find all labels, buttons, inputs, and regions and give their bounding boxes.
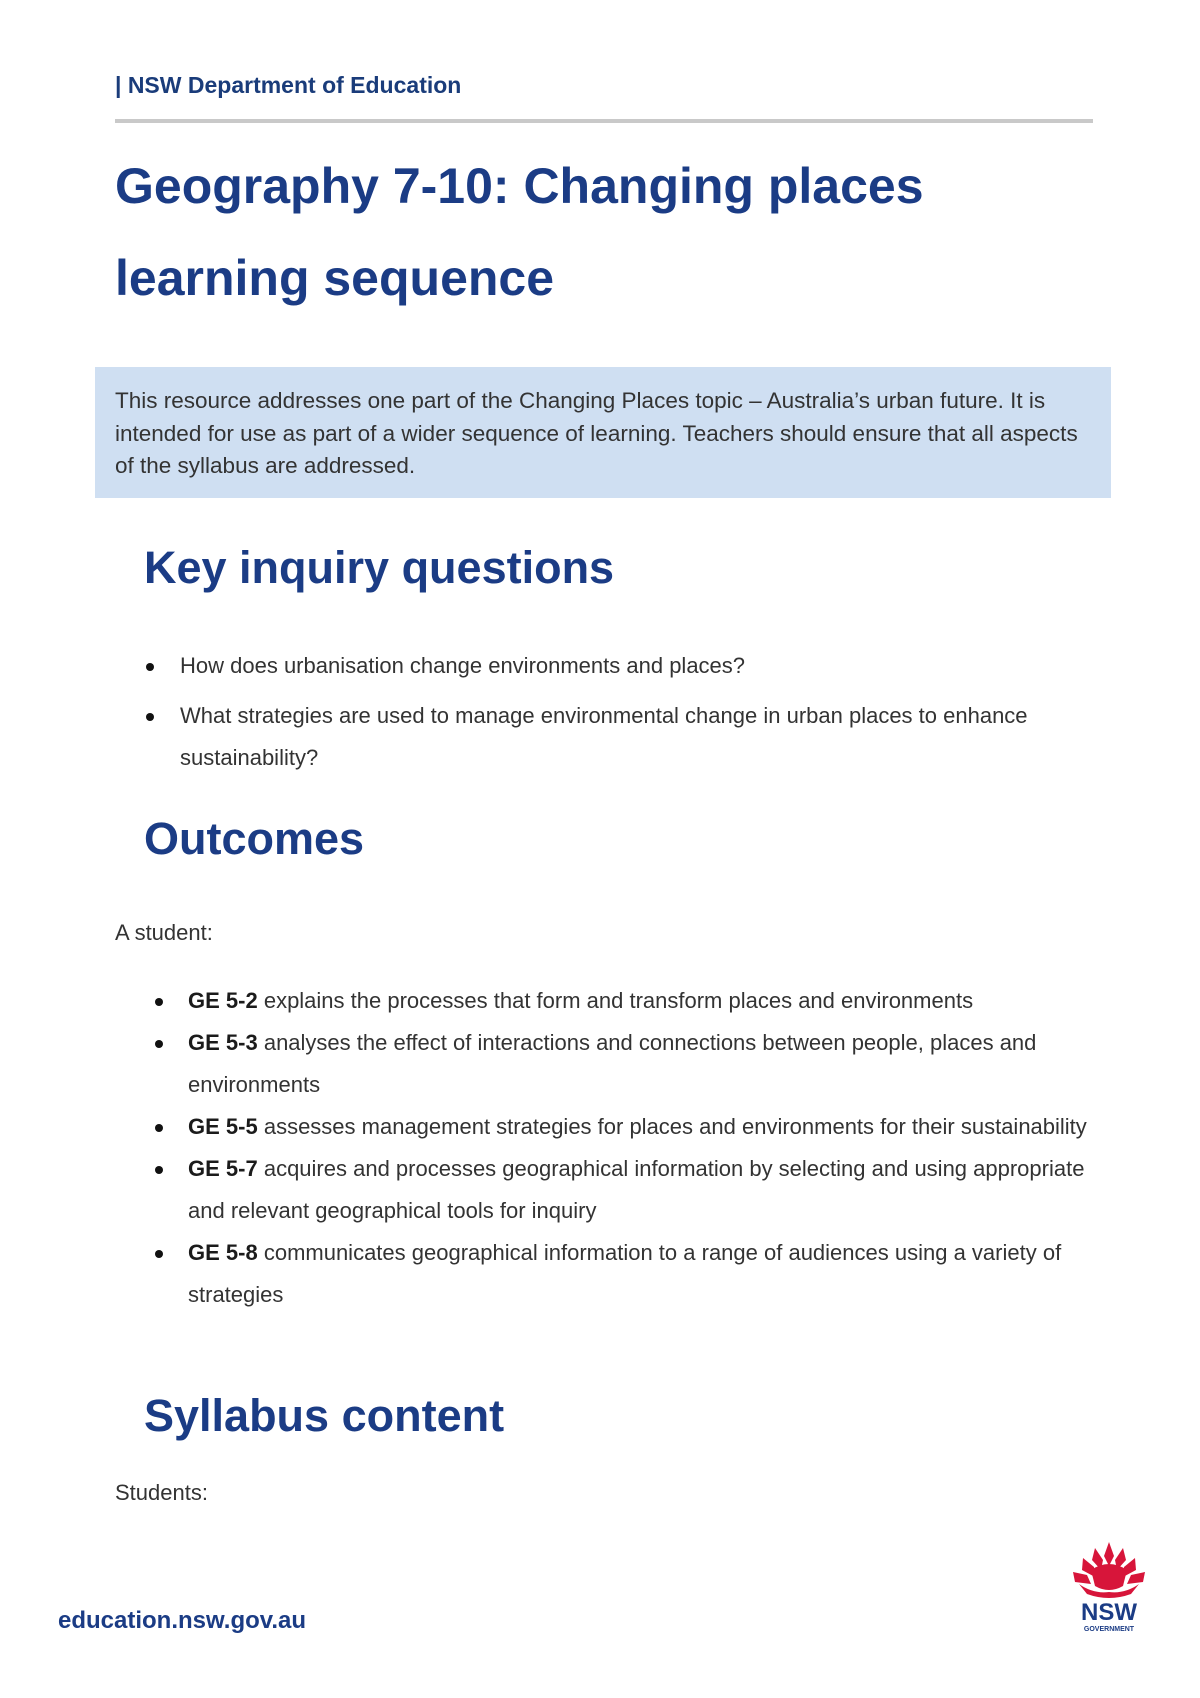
resource-callout [95, 367, 1111, 498]
logo-subtext: GOVERNMENT [1083, 1626, 1135, 1633]
outcome-text: explains the processes that form and transform places and environments [263, 988, 974, 1013]
list-item [180, 645, 1080, 687]
page-title [115, 140, 1115, 324]
inquiry-question: How does urbanisation change environments and places? [180, 653, 746, 678]
key-inquiry-list [180, 645, 1080, 787]
page-title-line-2: learning sequence [115, 250, 555, 306]
footer-url: education.nsw.gov.au [58, 1607, 307, 1634]
outcome-text: acquires and processes geographical information by selecting and using appropriate and relevant geographical tools for inquiry [188, 1156, 1085, 1223]
outcome-code: GE 5-5 [188, 1114, 258, 1139]
syllabus-intro: Students: [115, 1480, 208, 1505]
bullet-icon [155, 1250, 163, 1258]
header-divider [115, 119, 1093, 123]
nsw-government-logo [1065, 1540, 1153, 1636]
waratah-icon [1073, 1542, 1145, 1598]
outcomes-list [188, 980, 1088, 1316]
department-label: | NSW Department of Education [115, 72, 462, 98]
logo-wordmark: NSW [1081, 1599, 1137, 1626]
list-item [188, 1106, 1088, 1148]
outcome-code: GE 5-8 [188, 1240, 258, 1265]
outcome-code: GE 5-7 [188, 1156, 258, 1181]
bullet-icon [155, 1040, 163, 1048]
outcomes-heading: Outcomes [144, 813, 365, 864]
list-item [180, 695, 1080, 779]
page-title-line-1: Geography 7-10: Changing places [115, 158, 924, 214]
callout-text: This resource addresses one part of the Changing Places topic – Australia’s urban future. It is intended for use as part of a wider sequence of learning. Teachers should ensure that all aspects of the syllabus are addressed. [115, 388, 1078, 478]
outcome-code: GE 5-3 [188, 1030, 258, 1055]
list-item [188, 980, 1088, 1022]
list-item [188, 1022, 1088, 1106]
outcome-text: analyses the effect of interactions and connections between people, places and environments [188, 1030, 1037, 1097]
syllabus-heading: Syllabus content [144, 1390, 505, 1441]
outcome-text: assesses management strategies for places and environments for their sustainability [263, 1114, 1087, 1139]
bullet-icon [155, 1166, 163, 1174]
outcome-text: communicates geographical information to a range of audiences using a variety of strategies [188, 1240, 1062, 1307]
outcome-code: GE 5-2 [188, 988, 258, 1013]
bullet-icon [146, 663, 154, 671]
outcomes-intro: A student: [115, 920, 213, 945]
inquiry-question: What strategies are used to manage environmental change in urban places to enhance sustainability? [180, 703, 1028, 770]
list-item [188, 1232, 1088, 1316]
bullet-icon [155, 998, 163, 1006]
list-item [188, 1148, 1088, 1232]
key-inquiry-heading: Key inquiry questions [144, 542, 615, 593]
bullet-icon [155, 1124, 163, 1132]
bullet-icon [146, 713, 154, 721]
